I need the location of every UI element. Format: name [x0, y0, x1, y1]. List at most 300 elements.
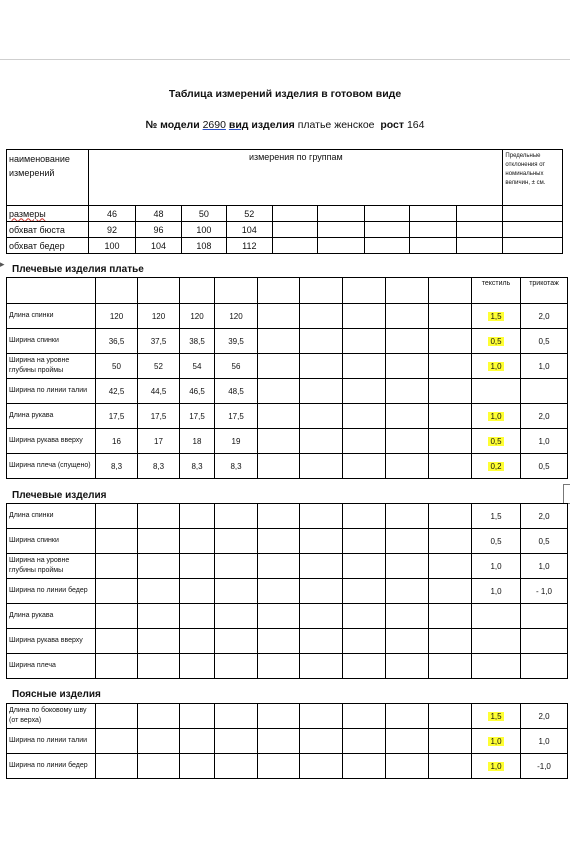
- table-row: [7, 504, 568, 529]
- cell: [300, 404, 343, 429]
- cell: [300, 304, 343, 329]
- cell: [96, 554, 138, 579]
- cell: [503, 222, 563, 238]
- knit-value: [521, 379, 568, 404]
- cell: 8,3: [180, 454, 215, 479]
- cell: 120: [215, 304, 258, 329]
- section3-table: [6, 703, 568, 779]
- cell: [96, 654, 138, 679]
- cell: [429, 329, 472, 354]
- cell: [364, 206, 409, 222]
- table-row: [7, 206, 563, 222]
- model-number-label: № модели: [145, 119, 200, 131]
- cell: [7, 278, 96, 304]
- cell: [138, 579, 180, 604]
- cell: [258, 278, 300, 304]
- knit-value: [521, 654, 568, 679]
- row-label: обхват бедер: [7, 238, 89, 254]
- row-label: Длина спинки: [7, 504, 96, 529]
- table-row: [7, 404, 568, 429]
- height-label: рост: [380, 119, 405, 131]
- cell: [96, 629, 138, 654]
- section-title-shoulder: Плечевые изделия: [12, 490, 107, 501]
- cell: [343, 629, 386, 654]
- cell: [258, 429, 300, 454]
- cell: [215, 529, 258, 554]
- cell: [386, 504, 429, 529]
- cell: [429, 354, 472, 379]
- row-label: Ширина рукава вверху: [7, 429, 96, 454]
- cell: [300, 354, 343, 379]
- cell: [180, 754, 215, 779]
- cell: [180, 278, 215, 304]
- cell: 108: [182, 238, 226, 254]
- table-row: [7, 238, 563, 254]
- cell: [300, 654, 343, 679]
- cell: [429, 654, 472, 679]
- cell: [386, 604, 429, 629]
- row-label: Ширина на уровне глубины проймы: [7, 554, 96, 579]
- cell: [273, 238, 318, 254]
- table-row: [7, 629, 568, 654]
- cell: 8,3: [96, 454, 138, 479]
- cell: [215, 629, 258, 654]
- cell: [429, 704, 472, 729]
- height-value: 164: [406, 119, 425, 131]
- cell: [300, 379, 343, 404]
- cell: [138, 604, 180, 629]
- table-row: [7, 554, 568, 579]
- cell: [343, 354, 386, 379]
- cell: [258, 579, 300, 604]
- cell: [343, 654, 386, 679]
- cell: [343, 454, 386, 479]
- cell: [215, 278, 258, 304]
- cell: [258, 454, 300, 479]
- textile-value: 0,5: [472, 529, 521, 554]
- cell: [138, 704, 180, 729]
- textile-value: 1,5: [472, 504, 521, 529]
- knit-value: -1,0: [521, 754, 568, 779]
- cell: [180, 554, 215, 579]
- textile-value: 1,0: [472, 554, 521, 579]
- cell: [300, 629, 343, 654]
- col-textile: текстиль: [472, 278, 521, 304]
- knit-value: 2,0: [521, 404, 568, 429]
- cell: [96, 278, 138, 304]
- cell: [456, 222, 503, 238]
- cell: [258, 629, 300, 654]
- textile-value: 0,5: [490, 436, 502, 446]
- cell: [138, 504, 180, 529]
- cell: [96, 704, 138, 729]
- cell: [258, 729, 300, 754]
- knit-value: 1,0: [521, 554, 568, 579]
- section1-header: [7, 278, 568, 304]
- textile-value: 1,0: [490, 761, 502, 771]
- cell: [503, 238, 563, 254]
- row-label: Ширина по линии талии: [7, 379, 96, 404]
- cell: [386, 454, 429, 479]
- cell: [138, 629, 180, 654]
- cell: [258, 354, 300, 379]
- cell: [215, 729, 258, 754]
- cell: [386, 654, 429, 679]
- cell: 8,3: [215, 454, 258, 479]
- size-table: [6, 149, 563, 254]
- cell: [273, 222, 318, 238]
- section-title-waist: Поясные изделия: [12, 689, 101, 700]
- cell: 17,5: [180, 404, 215, 429]
- cell: [138, 754, 180, 779]
- cell: [258, 604, 300, 629]
- cell: [386, 304, 429, 329]
- textile-value: 1,0: [490, 411, 502, 421]
- cell: [258, 529, 300, 554]
- knit-value: 2,0: [521, 304, 568, 329]
- cell: 50: [96, 354, 138, 379]
- cell: 112: [226, 238, 273, 254]
- cell: [343, 278, 386, 304]
- row-label: Длина рукава: [7, 604, 96, 629]
- cell: 48: [135, 206, 182, 222]
- margin-bracket-icon: [563, 484, 570, 504]
- cell: [386, 554, 429, 579]
- table-row: [7, 604, 568, 629]
- cell: [180, 704, 215, 729]
- row-label: Ширина по линии бедер: [7, 754, 96, 779]
- knit-value: 0,5: [521, 329, 568, 354]
- cell: [386, 579, 429, 604]
- izdeliya-word: изделия: [251, 119, 295, 131]
- cell: [258, 504, 300, 529]
- cell: 48,5: [215, 379, 258, 404]
- cell: [343, 329, 386, 354]
- table-row: [7, 329, 568, 354]
- cell: [258, 754, 300, 779]
- cell: [96, 504, 138, 529]
- cell: [429, 629, 472, 654]
- cell: [386, 379, 429, 404]
- cell: [429, 529, 472, 554]
- cell: 38,5: [180, 329, 215, 354]
- cell: [429, 729, 472, 754]
- cell: 36,5: [96, 329, 138, 354]
- table-row: [7, 654, 568, 679]
- cell: [343, 579, 386, 604]
- cell: [386, 354, 429, 379]
- cell: 19: [215, 429, 258, 454]
- cell: [343, 704, 386, 729]
- cell: 17,5: [215, 404, 258, 429]
- cell: [429, 429, 472, 454]
- row-label: Длина спинки: [7, 304, 96, 329]
- cell: 18: [180, 429, 215, 454]
- cell: [300, 604, 343, 629]
- cell: 46,5: [180, 379, 215, 404]
- document-subtitle: [0, 119, 570, 131]
- table-row: [7, 222, 563, 238]
- cell: [300, 554, 343, 579]
- cell: [386, 404, 429, 429]
- cell: [429, 404, 472, 429]
- cell: [300, 429, 343, 454]
- cell: [343, 554, 386, 579]
- table-row: [7, 729, 568, 754]
- cell: [300, 704, 343, 729]
- cell: [96, 729, 138, 754]
- cell: [386, 754, 429, 779]
- cell: [429, 504, 472, 529]
- cell: 17: [138, 429, 180, 454]
- document-title: Таблица измерений изделия в готовом виде: [168, 88, 402, 100]
- cell: [258, 304, 300, 329]
- textile-value: 1,0: [472, 579, 521, 604]
- cell: [258, 704, 300, 729]
- textile-value: [472, 604, 521, 629]
- cell: [472, 404, 521, 429]
- cell: 120: [96, 304, 138, 329]
- cell: [343, 379, 386, 404]
- cell: [386, 704, 429, 729]
- cell: [429, 754, 472, 779]
- size-table-header: [7, 150, 563, 206]
- cell: [456, 238, 503, 254]
- cell: [386, 429, 429, 454]
- cell: 96: [135, 222, 182, 238]
- cell: [472, 354, 521, 379]
- cell: [343, 729, 386, 754]
- table-row: [7, 754, 568, 779]
- table-row: [7, 454, 568, 479]
- cell: [215, 654, 258, 679]
- row-label: Ширина по линии талии: [7, 729, 96, 754]
- knit-value: 1,0: [521, 429, 568, 454]
- knit-value: [521, 604, 568, 629]
- cell: [300, 454, 343, 479]
- cell: 44,5: [138, 379, 180, 404]
- vid-word: вид: [228, 119, 249, 131]
- cell: [386, 329, 429, 354]
- row-label: Ширина спинки: [7, 529, 96, 554]
- table-row: [7, 429, 568, 454]
- cell: 100: [182, 222, 226, 238]
- cell: [472, 454, 521, 479]
- cell: [386, 629, 429, 654]
- cell: [318, 222, 365, 238]
- cell: [273, 206, 318, 222]
- cell: [343, 604, 386, 629]
- textile-value: [472, 654, 521, 679]
- cell: [343, 529, 386, 554]
- cell: [429, 454, 472, 479]
- cell: [343, 754, 386, 779]
- cell: 46: [89, 206, 136, 222]
- cell: [318, 238, 365, 254]
- section2-table: [6, 503, 568, 679]
- cell: [343, 404, 386, 429]
- cell: 52: [226, 206, 273, 222]
- textile-value: 1,0: [490, 361, 502, 371]
- row-label: Ширина плеча: [7, 654, 96, 679]
- cell: [215, 604, 258, 629]
- cell: [300, 579, 343, 604]
- cell: [215, 579, 258, 604]
- row-label: Ширина плеча (спущено): [7, 454, 96, 479]
- cell: [410, 222, 457, 238]
- table-row: [7, 579, 568, 604]
- table-row: [7, 354, 568, 379]
- cell: [472, 754, 521, 779]
- cell: [180, 504, 215, 529]
- cell: 104: [226, 222, 273, 238]
- cell: 52: [138, 354, 180, 379]
- cell: 42,5: [96, 379, 138, 404]
- cell: 54: [180, 354, 215, 379]
- cell: [300, 529, 343, 554]
- cell: 50: [182, 206, 226, 222]
- header-label: наименование измерений: [7, 150, 89, 206]
- table-row: [7, 704, 568, 729]
- section1-table: [6, 277, 568, 479]
- knit-value: 0,5: [521, 454, 568, 479]
- row-label: обхват бюста: [7, 222, 89, 238]
- cell: [386, 278, 429, 304]
- cell: [215, 704, 258, 729]
- cell: [472, 429, 521, 454]
- textile-value: 0,2: [490, 461, 502, 471]
- textile-value: [472, 379, 521, 404]
- cell: [300, 754, 343, 779]
- cell: [429, 579, 472, 604]
- cell: 8,3: [138, 454, 180, 479]
- cell: [138, 529, 180, 554]
- cell: [386, 729, 429, 754]
- table-row: [7, 304, 568, 329]
- textile-value: 1,5: [490, 311, 502, 321]
- textile-value: [472, 629, 521, 654]
- section-title-shoulder-dress: Плечевые изделия платье: [12, 264, 144, 275]
- textile-value: 1,5: [490, 711, 502, 721]
- cell: [429, 554, 472, 579]
- cell: [429, 604, 472, 629]
- cell: [138, 278, 180, 304]
- cell: [386, 529, 429, 554]
- row-label: Ширина на уровне глубины проймы: [7, 354, 96, 379]
- cell: 17,5: [138, 404, 180, 429]
- cell: 39,5: [215, 329, 258, 354]
- cell: [215, 554, 258, 579]
- cell: 16: [96, 429, 138, 454]
- cell: [472, 704, 521, 729]
- row-label: Ширина по линии бедер: [7, 579, 96, 604]
- cell: [456, 206, 503, 222]
- table-row: [7, 379, 568, 404]
- cell: [343, 504, 386, 529]
- cell: [364, 222, 409, 238]
- knit-value: 2,0: [521, 504, 568, 529]
- cell: [215, 504, 258, 529]
- cell: [410, 206, 457, 222]
- cell: [410, 238, 457, 254]
- cell: [300, 729, 343, 754]
- header-groups: измерения по группам: [89, 150, 503, 206]
- model-number: 2690: [202, 119, 226, 131]
- cell: [96, 579, 138, 604]
- cell: [258, 329, 300, 354]
- cell: [258, 554, 300, 579]
- cell: [258, 654, 300, 679]
- knit-value: 1,0: [521, 354, 568, 379]
- col-knit: трикотаж: [521, 278, 568, 304]
- table-row: [7, 529, 568, 554]
- row-label: Длина по боковому шву (от верха): [7, 704, 96, 729]
- cell: [429, 304, 472, 329]
- cell: [258, 404, 300, 429]
- cell: [138, 554, 180, 579]
- cell: [180, 629, 215, 654]
- cell: [472, 329, 521, 354]
- cell: [429, 379, 472, 404]
- cell: [258, 379, 300, 404]
- cell: 17,5: [96, 404, 138, 429]
- cell: 104: [135, 238, 182, 254]
- cell: [300, 329, 343, 354]
- cell: [318, 206, 365, 222]
- cell: [429, 278, 472, 304]
- cell: [180, 729, 215, 754]
- garment-type: платье женское: [297, 119, 375, 131]
- cell: [300, 504, 343, 529]
- paragraph-marker-icon: ▸: [0, 259, 5, 269]
- cell: [472, 729, 521, 754]
- textile-value: 0,5: [490, 336, 502, 346]
- knit-value: 0,5: [521, 529, 568, 554]
- header-tolerance-note: Предельные отклонения от номинальных величин, ± см.: [503, 150, 563, 206]
- cell: [180, 654, 215, 679]
- cell: 100: [89, 238, 136, 254]
- cell: 37,5: [138, 329, 180, 354]
- textile-value: 1,0: [490, 736, 502, 746]
- cell: [96, 529, 138, 554]
- cell: [503, 206, 563, 222]
- knit-value: [521, 629, 568, 654]
- cell: [96, 754, 138, 779]
- cell: [180, 529, 215, 554]
- cell: [300, 278, 343, 304]
- knit-value: 2,0: [521, 704, 568, 729]
- row-label: Ширина спинки: [7, 329, 96, 354]
- cell: [215, 754, 258, 779]
- cell: [343, 304, 386, 329]
- knit-value: 1,0: [521, 729, 568, 754]
- cell: [364, 238, 409, 254]
- knit-value: - 1,0: [521, 579, 568, 604]
- row-label: Ширина рукава вверху: [7, 629, 96, 654]
- cell: [343, 429, 386, 454]
- row-label: Длина рукава: [7, 404, 96, 429]
- cell: [180, 579, 215, 604]
- cell: 56: [215, 354, 258, 379]
- cell: 92: [89, 222, 136, 238]
- cell: 120: [180, 304, 215, 329]
- cell: [180, 604, 215, 629]
- cell: [138, 729, 180, 754]
- cell: [96, 604, 138, 629]
- cell: [138, 654, 180, 679]
- row-label: размеры: [7, 206, 89, 222]
- page-top-border: [0, 59, 570, 60]
